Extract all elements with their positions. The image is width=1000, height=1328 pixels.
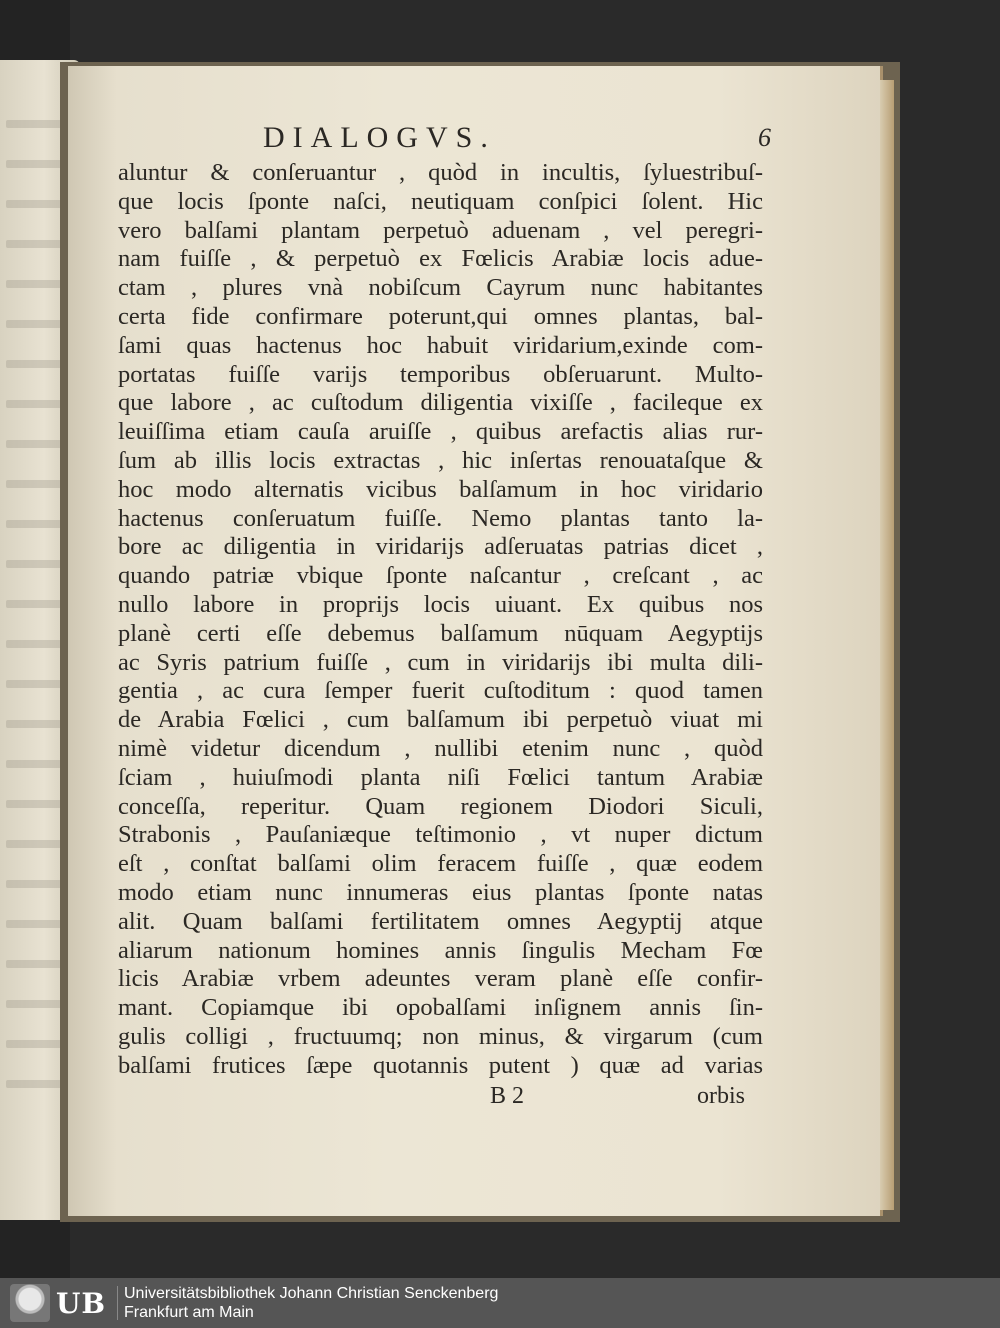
text-line: gulis colligi , fructuumq; non minus, & virgarum (cum xyxy=(118,1022,763,1050)
logo-text: UB xyxy=(56,1286,107,1320)
page-text-block xyxy=(118,121,771,1113)
book-page xyxy=(68,66,883,1216)
text-line: planè certi eſſe debemus balſamum nūquam Aegyptijs xyxy=(118,619,763,647)
text-line: ſum ab illis locis extractas , hic inſertas renouataſque & xyxy=(118,446,763,474)
library-name-line1: Universitätsbibliothek Johann Christian Senckenberg xyxy=(124,1285,499,1302)
library-footer-bar xyxy=(0,1278,1000,1328)
text-line: de Arabia Fœlici , cum balſamum ibi perpetuò viuat mi xyxy=(118,706,763,734)
text-line: ſami quas hactenus hoc habuit viridarium,exinde com- xyxy=(118,331,763,359)
text-line: aliarum nationum homines annis ſingulis Mecham Fœ xyxy=(118,936,763,964)
text-line: certa fide confirmare poterunt,qui omnes plantas, bal- xyxy=(118,302,763,330)
text-line: licis Arabiæ vrbem adeuntes veram planè eſſe confir- xyxy=(118,965,763,993)
text-line: Strabonis , Pauſaniæque teſtimonio , vt nuper dictum xyxy=(118,821,763,849)
text-line: conceſſa, reperitur. Quam regionem Diodori Siculi, xyxy=(118,792,763,820)
text-line: que locis ſponte naſci, neutiquam conſpici ſolent. Hic xyxy=(118,187,763,215)
signature-mark: B 2 xyxy=(490,1082,525,1109)
text-line: vero balſami plantam perpetuò aduenam , vel peregri- xyxy=(118,216,763,244)
text-line: hoc modo alternatis vicibus balſamum in hoc viridario xyxy=(118,475,763,503)
text-line: nimè videtur dicendum , nullibi etenim nunc , quòd xyxy=(118,734,763,762)
page-number: 6 xyxy=(758,123,771,152)
library-name-line2: Frankfurt am Main xyxy=(124,1304,254,1321)
text-line: eſt , conſtat balſami olim feracem fuiſſe , quæ eodem xyxy=(118,850,763,878)
text-line: quando patriæ vbique ſponte naſcantur , creſcant , ac xyxy=(118,562,763,590)
text-line: portatas fuiſſe varijs temporibus obſeruarunt. Multo- xyxy=(118,360,763,388)
text-line: mant. Copiamque ibi opobalſami inſignem annis ſin- xyxy=(118,994,763,1022)
text-line: modo etiam nunc innumeras eius plantas ſponte natas xyxy=(118,878,763,906)
divider xyxy=(117,1286,118,1320)
portrait-icon xyxy=(10,1284,50,1322)
text-line: hactenus conſeruatum fuiſſe. Nemo plantas tanto la- xyxy=(118,504,763,532)
text-line: bore ac diligentia in viridarijs adſeruatas patrias dicet , xyxy=(118,533,763,561)
text-line: nam fuiſſe , & perpetuò ex Fœlicis Arabiæ locis adue- xyxy=(118,245,763,273)
text-line: ſciam , huiuſmodi planta niſi Fœlici tantum Arabiæ xyxy=(118,763,763,791)
text-line: alit. Quam balſami fertilitatem omnes Aegyptij atque xyxy=(118,907,763,935)
text-line: aluntur & conſeruantur , quòd in incultis, ſyluestribuſ- xyxy=(118,159,763,186)
text-line: leuiſſima etiam cauſa aruiſſe , quibus arefactis alias rur- xyxy=(118,418,763,446)
running-title: DIALOGVS. xyxy=(263,121,496,154)
text-line: nullo labore in proprijs locis uiuant. Ex quibus nos xyxy=(118,590,763,618)
text-line: balſami frutices ſæpe quotannis putent ) quæ ad varias xyxy=(118,1051,763,1079)
page-edge xyxy=(880,80,894,1210)
catchword: orbis xyxy=(697,1082,745,1109)
page-footer xyxy=(118,1083,763,1113)
text-line: que labore , ac cuſtodum diligentia vixiſſe , facileque ex xyxy=(118,389,763,417)
page-header xyxy=(118,121,771,157)
text-line: gentia , ac cura ſemper fuerit cuſtoditum : quod tamen xyxy=(118,677,763,705)
library-name xyxy=(124,1284,498,1322)
library-logo[interactable] xyxy=(10,1284,110,1322)
text-line: ctam , plures vnà nobiſcum Cayrum nunc habitantes xyxy=(118,274,763,302)
text-line: ac Syris patrium fuiſſe , cum in viridarijs ibi multa dili- xyxy=(118,648,763,676)
